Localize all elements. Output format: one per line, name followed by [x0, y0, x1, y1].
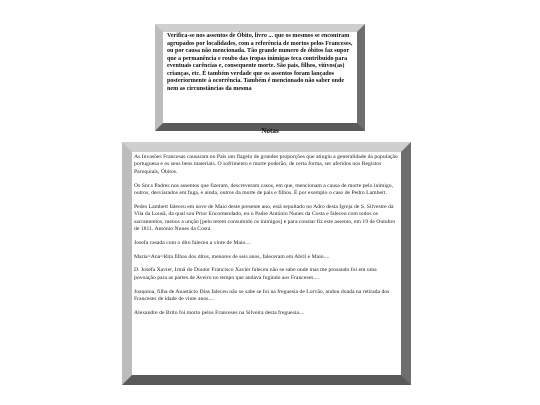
- note-item: Maria=Ana=Rita filhas dos ditos, menores de seis anos, faleceram em Abril e Maio....: [134, 253, 330, 260]
- note-item: Josefa casada com o dito faleceu a vinte de Maio....: [134, 239, 252, 246]
- note-item: Joaquina, filha de Anastácio Dias faleceu não se sabe se foi na freguesia de Lorvão, andou doada na retirada dos Franceses de idade de vinte anos....: [134, 288, 390, 303]
- notes-box: [122, 142, 411, 385]
- note-item: Os Snr.s Padres nos assentos que fizeram, descreveram casos, em que, mencionam a causa de morte pelo inimigo, outros, desviarados em fuga, e ainda, outros da morte de pais e filhos. É por exemplo o caso de Pedro Lambert.: [134, 182, 394, 197]
- notes-list: [132, 152, 401, 317]
- summary-box: [155, 24, 365, 131]
- note-item: As Invasões Francesas causaram no País um flagelo de grandes proporções que atingiu a generalidade da população portuguesa e os seus bens materiais. O sofrimento e morte poderão, de certa forma, ser aferidos nos Registos Paroquiais, Óbitos.: [134, 154, 398, 175]
- summary-text: Verifica-se nos assentos de Óbito, livro ... que os mesmos se encontram agrupados por localidades, com a referência de mortos pelos Franceses, ou por causa não mencionada. Tão grande numero de óbitos faz supor que a permanência e roubo das tropas inimigas teca contribuido para eventuais carências e, consequente morte. São pais, filhos, viúvos(as) crianças, etc. É também verdade que os assentos foram lançados posteriormente à ocorrência. Também é mencionado não saber onde nem as circunstâncias da mesma: [167, 33, 353, 92]
- note-item: D. Josefa Xavier, Irmã do Doutor Francisco Xavier faleceu não se sabe onde mas me prosando foi em uma povoação para as partes de Aveiro no tempo que andava fugindo aos Franceses....: [134, 267, 377, 281]
- notes-title: Notas: [261, 127, 279, 135]
- note-item: Pedro Lambert faleceu em nove de Maio deste presente ano, está sepultado no Adro desta Igreja de S. Silvestre da Vila da Lousã, da qual sou Prior Encomendado, eu o Padre António Nunes da Costa e faleceu com todos os sacramentos, menos a unção [pelo terem consumido os inimigos] e para constar fiz este assento, em 19 de Outubro de 1811. António Nunes da Costa: [134, 203, 396, 233]
- note-item: Alexandre de Brito foi morto pelos Franceses na Silveira desta freguesia....: [134, 309, 305, 316]
